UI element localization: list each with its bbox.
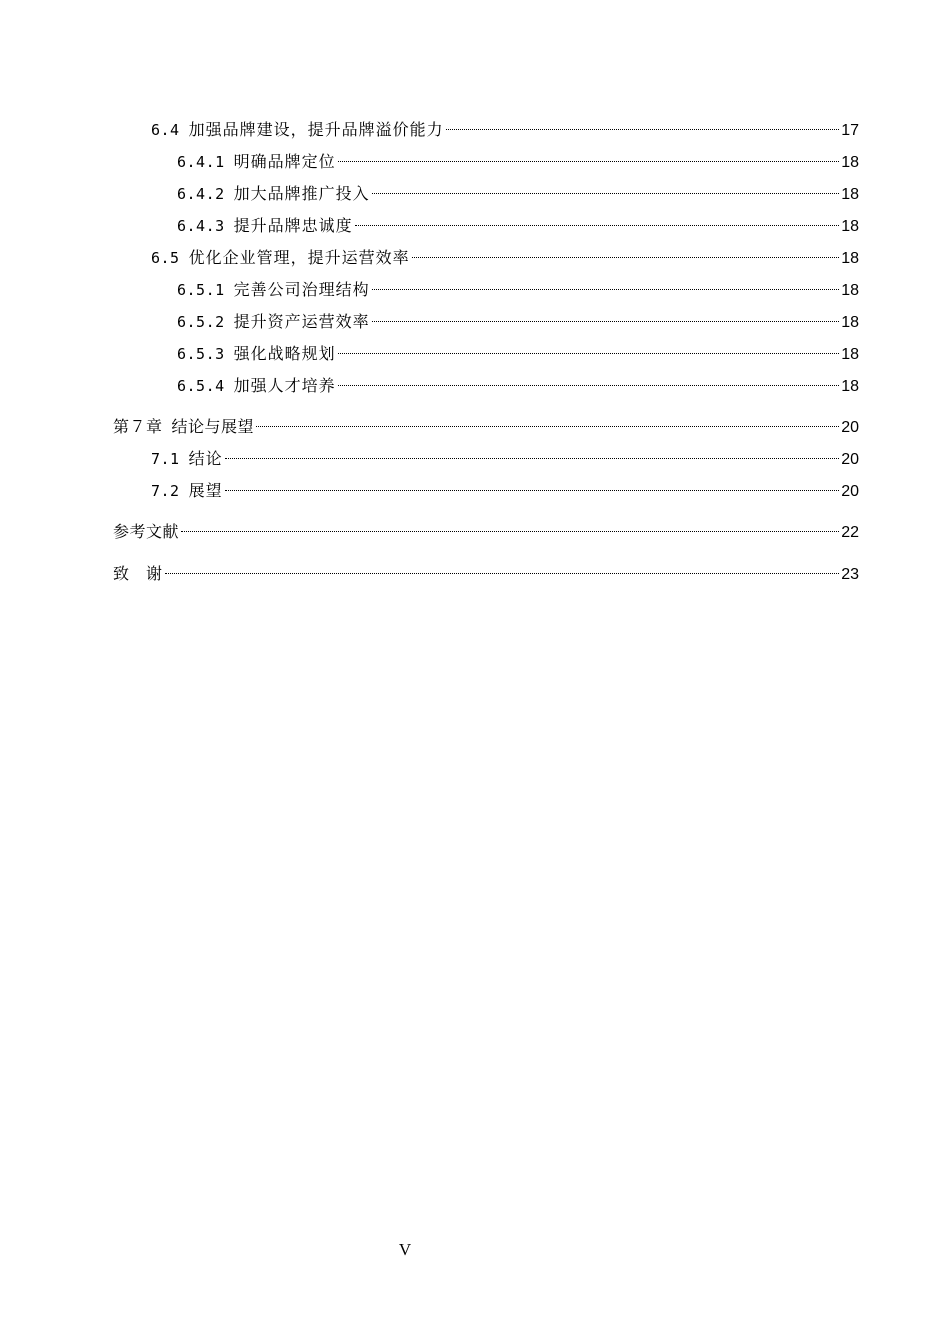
dot-leader bbox=[225, 458, 840, 459]
page-number: V bbox=[398, 1240, 412, 1259]
toc-entry-page: 20 bbox=[841, 419, 859, 436]
toc-entry-number: 6.5.4 bbox=[177, 377, 225, 395]
toc-entry-title: 优化企业管理，提升运营效率 bbox=[188, 248, 410, 267]
toc-entry-number: 6.4 bbox=[151, 121, 180, 139]
toc-entry-6-4[interactable] bbox=[151, 118, 859, 142]
toc-entry-title: 完善公司治理结构 bbox=[233, 280, 370, 299]
toc-chapter-label: 第７章 bbox=[113, 417, 163, 436]
toc-entry-title: 结论 bbox=[188, 449, 223, 468]
toc-entry-page: 18 bbox=[841, 250, 859, 267]
toc-entry-6-4-2[interactable] bbox=[177, 182, 859, 206]
dot-leader bbox=[355, 225, 840, 226]
toc-entry-number: 7.2 bbox=[151, 482, 180, 500]
toc-entry-title: 强化战略规划 bbox=[233, 344, 336, 363]
dot-leader bbox=[372, 193, 840, 194]
toc-entry-page: 17 bbox=[841, 122, 859, 139]
toc-entry-6-5-2[interactable] bbox=[177, 310, 859, 334]
toc-entry-page: 20 bbox=[841, 451, 859, 468]
toc-entry-page: 23 bbox=[841, 566, 859, 583]
toc-entry-title: 加大品牌推广投入 bbox=[233, 184, 370, 203]
toc-entry-6-5[interactable] bbox=[151, 246, 859, 270]
toc-entry-title: 参考文献 bbox=[113, 522, 180, 541]
toc-entry-number: 6.5.3 bbox=[177, 345, 225, 363]
toc-entry-title: 加强品牌建设，提升品牌溢价能力 bbox=[188, 120, 444, 139]
dot-leader bbox=[165, 573, 840, 574]
toc-entry-page: 18 bbox=[841, 186, 859, 203]
toc-entry-6-4-1[interactable] bbox=[177, 150, 859, 174]
toc-entry-title: 提升品牌忠诚度 bbox=[233, 216, 353, 235]
toc-entry-title: 致 谢 bbox=[113, 564, 163, 583]
toc-entry-number: 6.4.2 bbox=[177, 185, 225, 203]
toc-entry-page: 18 bbox=[841, 314, 859, 331]
toc-entry-number: 6.5.2 bbox=[177, 313, 225, 331]
toc-entry-title: 提升资产运营效率 bbox=[233, 312, 370, 331]
toc-entry-acknowledgements[interactable] bbox=[113, 562, 859, 586]
toc-entry-6-5-4[interactable] bbox=[177, 374, 859, 398]
toc-entry-title: 结论与展望 bbox=[171, 417, 255, 436]
toc-entry-number: 6.4.3 bbox=[177, 217, 225, 235]
toc-entry-title: 加强人才培养 bbox=[233, 376, 336, 395]
dot-leader bbox=[372, 289, 840, 290]
toc-entry-7-1[interactable] bbox=[151, 447, 859, 471]
dot-leader bbox=[412, 257, 840, 258]
dot-leader bbox=[338, 353, 840, 354]
toc-entry-page: 18 bbox=[841, 346, 859, 363]
toc-entry-6-5-3[interactable] bbox=[177, 342, 859, 366]
dot-leader bbox=[181, 531, 839, 532]
toc-entry-6-4-3[interactable] bbox=[177, 214, 859, 238]
toc-entry-references[interactable] bbox=[113, 520, 859, 544]
toc-entry-7-2[interactable] bbox=[151, 479, 859, 503]
dot-leader bbox=[338, 385, 840, 386]
dot-leader bbox=[225, 490, 840, 491]
toc-entry-number: 6.5 bbox=[151, 249, 180, 267]
toc-entry-page: 20 bbox=[841, 483, 859, 500]
dot-leader bbox=[446, 129, 840, 130]
dot-leader bbox=[256, 426, 839, 427]
dot-leader bbox=[372, 321, 840, 322]
toc-entry-page: 18 bbox=[841, 378, 859, 395]
toc-entry-number: 6.4.1 bbox=[177, 153, 225, 171]
toc-entry-page: 22 bbox=[841, 524, 859, 541]
dot-leader bbox=[338, 161, 840, 162]
toc-entry-title: 明确品牌定位 bbox=[233, 152, 336, 171]
toc-entry-chapter-7[interactable] bbox=[113, 415, 859, 439]
toc-entry-number: 6.5.1 bbox=[177, 281, 225, 299]
toc-entry-page: 18 bbox=[841, 154, 859, 171]
toc-entry-page: 18 bbox=[841, 218, 859, 235]
toc-entry-6-5-1[interactable] bbox=[177, 278, 859, 302]
toc-entry-number: 7.1 bbox=[151, 450, 180, 468]
toc-entry-page: 18 bbox=[841, 282, 859, 299]
toc-entry-title: 展望 bbox=[188, 481, 223, 500]
